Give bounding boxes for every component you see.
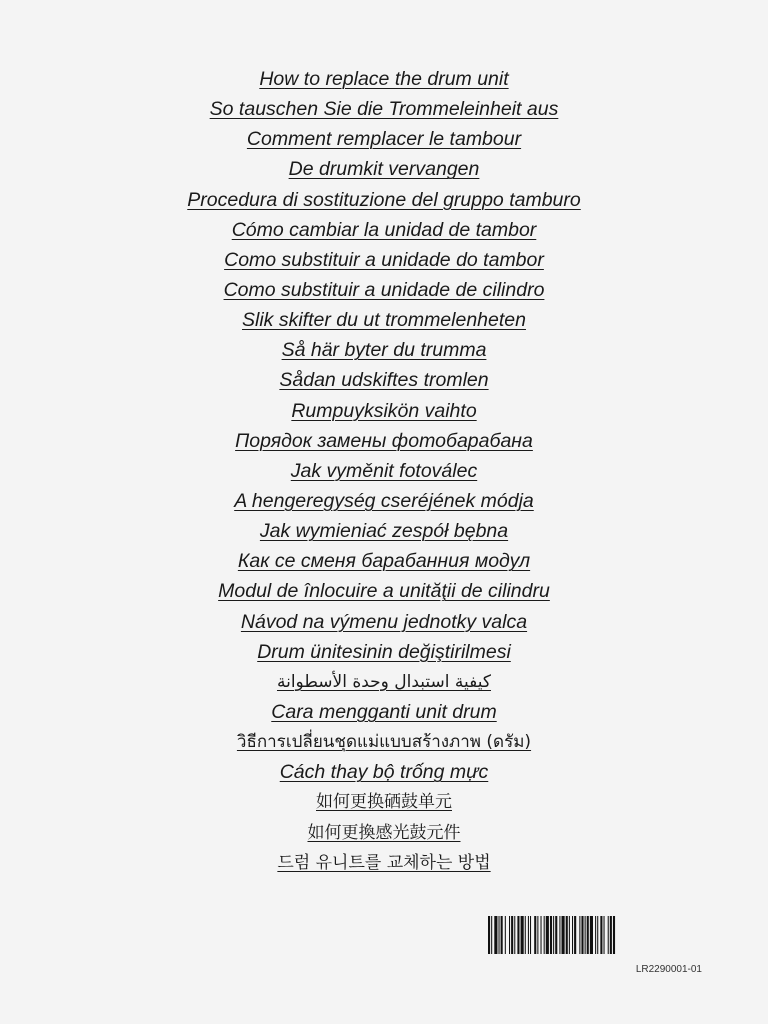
- title-danish: Sådan udskiftes tromlen: [279, 369, 489, 392]
- title-czech: Jak vyměnit fotoválec: [290, 459, 478, 482]
- title-simplified-chinese: 如何更换硒鼓单元: [316, 792, 452, 813]
- title-russian: Порядок замены фотобарабана: [235, 429, 533, 452]
- title-bulgarian: Как се сменя барабанния модул: [237, 550, 531, 573]
- title-english: How to replace the drum unit: [259, 68, 509, 90]
- document-code: LR2290001-01: [635, 964, 702, 975]
- title-polish: Jak wymieniać zespół bębna: [259, 520, 509, 543]
- title-italian: Procedura di sostituzione del gruppo tamburo: [187, 188, 581, 211]
- title-turkish: Drum ünitesinin değiştirilmesi: [257, 640, 511, 663]
- title-french: Comment remplacer le tambour: [246, 128, 522, 151]
- title-norwegian: Slik skifter du ut trommelenheten: [242, 309, 526, 332]
- title-portuguese-brazil: Como substituir a unidade de cilindro: [223, 278, 545, 301]
- title-traditional-chinese: 如何更換感光鼓元件: [307, 822, 461, 843]
- title-german: So tauschen Sie die Trommeleinheit aus: [209, 98, 559, 121]
- title-indonesian: Cara mengganti unit drum: [271, 700, 497, 723]
- title-portuguese: Como substituir a unidade do tambor: [224, 248, 544, 271]
- title-vietnamese: Cách thay bộ trống mực: [279, 761, 489, 784]
- title-arabic: كيفية استبدال وحدة الأسطوانة: [276, 671, 491, 692]
- title-finnish: Rumpuyksikön vaihto: [291, 399, 477, 422]
- title-romanian: Modul de înlocuire a unităţii de cilindru: [218, 580, 550, 603]
- title-swedish: Så här byter du trumma: [281, 339, 487, 362]
- barcode-image: [488, 916, 702, 954]
- title-dutch: De drumkit vervangen: [288, 158, 480, 181]
- title-spanish: Cómo cambiar la unidad de tambor: [231, 218, 537, 241]
- title-korean: 드럼 유니트를 교체하는 방법: [277, 852, 491, 873]
- multilingual-title-list: [0, 64, 768, 878]
- title-hungarian: A hengeregység cseréjének módja: [234, 489, 534, 512]
- title-slovak: Návod na výmenu jednotky valca: [240, 610, 528, 633]
- title-thai: วิธีการเปลี่ยนชุดแม่แบบสร้างภาพ (ดรัม): [236, 732, 532, 753]
